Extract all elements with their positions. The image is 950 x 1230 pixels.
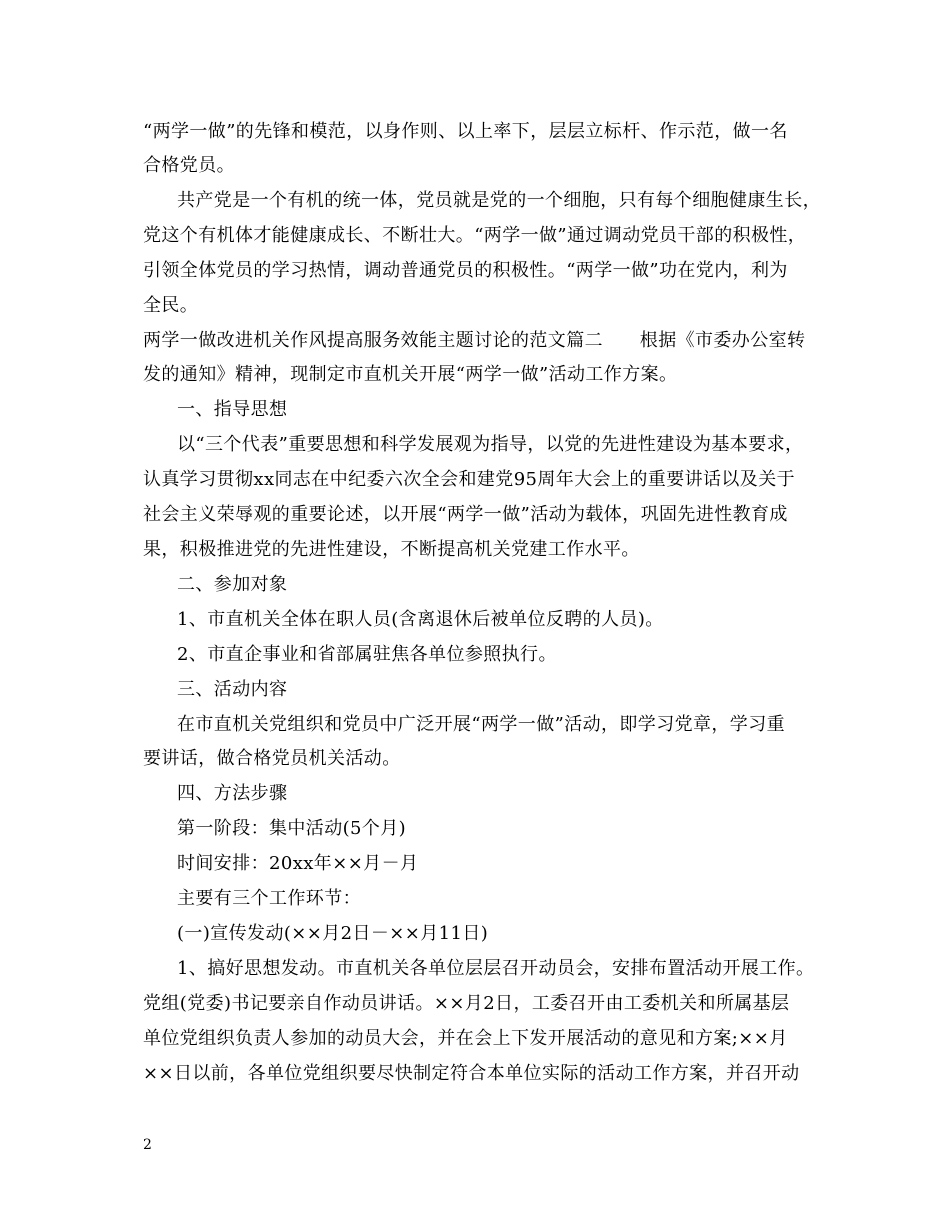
text-line: 全民。 (143, 295, 199, 316)
paragraph-line: 共产党是一个有机的统一体，党员就是党的一个细胞，只有每个细胞健康生长， (177, 190, 821, 211)
text-line: 党这个有机体才能健康成长、不断壮大。“两学一做”通过调动党员干部的积极性， (143, 225, 807, 246)
text-line: 主要有三个工作环节： (177, 888, 361, 909)
paragraph-line: 以“三个代表”重要思想和科学发展观为指导，以党的先进性建设为基本要求， (177, 434, 804, 455)
text-line: ××日以前，各单位党组织要尽快制定符合本单位实际的活动工作方案，并召开动 (143, 1063, 800, 1084)
text-line: 认真学习贯彻xx同志在中纪委六次全会和建党95周年大会上的重要讲话以及关于 (143, 469, 796, 490)
heading-line: 二、参加对象 (177, 574, 288, 595)
text-line: 发的通知》精神，现制定市直机关开展“两学一做”活动工作方案。 (143, 364, 678, 385)
list-item-line: 2、市直企事业和省部属驻焦各单位参照执行。 (177, 644, 557, 665)
heading-line: 三、活动内容 (177, 679, 288, 700)
subheading-line: 第一阶段：集中活动(5个月) (177, 818, 407, 839)
heading-line: 一、指导思想 (177, 399, 288, 420)
page-number: 2 (143, 1137, 152, 1153)
paragraph-line: 在市直机关党组织和党员中广泛开展“两学一做”活动，即学习党章，学习重 (177, 714, 786, 735)
subheading-line: (一)宣传发动(××月2日－××月11日) (177, 923, 489, 944)
text-line: 单位党组织负责人参加的动员大会，并在会上下发开展活动的意见和方案;××月 (143, 1028, 788, 1049)
heading-line: 四、方法步骤 (177, 783, 288, 804)
text-line: 要讲话，做合格党员机关活动。 (143, 748, 401, 769)
text-line: “两学一做”的先锋和模范，以身作则、以上率下，层层立标杆、作示范，做一名 (143, 121, 788, 142)
list-item-line: 1、市直机关全体在职人员(含离退休后被单位反聘的人员)。 (177, 609, 664, 630)
text-line: 党组(党委)书记要亲自作动员讲话。××月2日，工委召开由工委机关和所属基层 (143, 993, 790, 1014)
text-line: 果，积极推进党的先进性建设，不断提高机关党建工作水平。 (143, 539, 640, 560)
text-line: 社会主义荣辱观的重要论述，以开展“两学一做”活动为载体，巩固先进性教育成 (143, 504, 788, 525)
section-title-line: 两学一做改进机关作风提高服务效能主题讨论的范文篇二 根据《市委办公室转 (143, 330, 806, 351)
text-line: 合格党员。 (143, 155, 235, 176)
paragraph-line: 1、搞好思想发动。市直机关各单位层层召开动员会，安排布置活动开展工作。 (177, 958, 815, 979)
text-line: 时间安排：20xx年××月－月 (177, 853, 419, 874)
text-line: 引领全体党员的学习热情，调动普通党员的积极性。“两学一做”功在党内，利为 (143, 260, 788, 281)
